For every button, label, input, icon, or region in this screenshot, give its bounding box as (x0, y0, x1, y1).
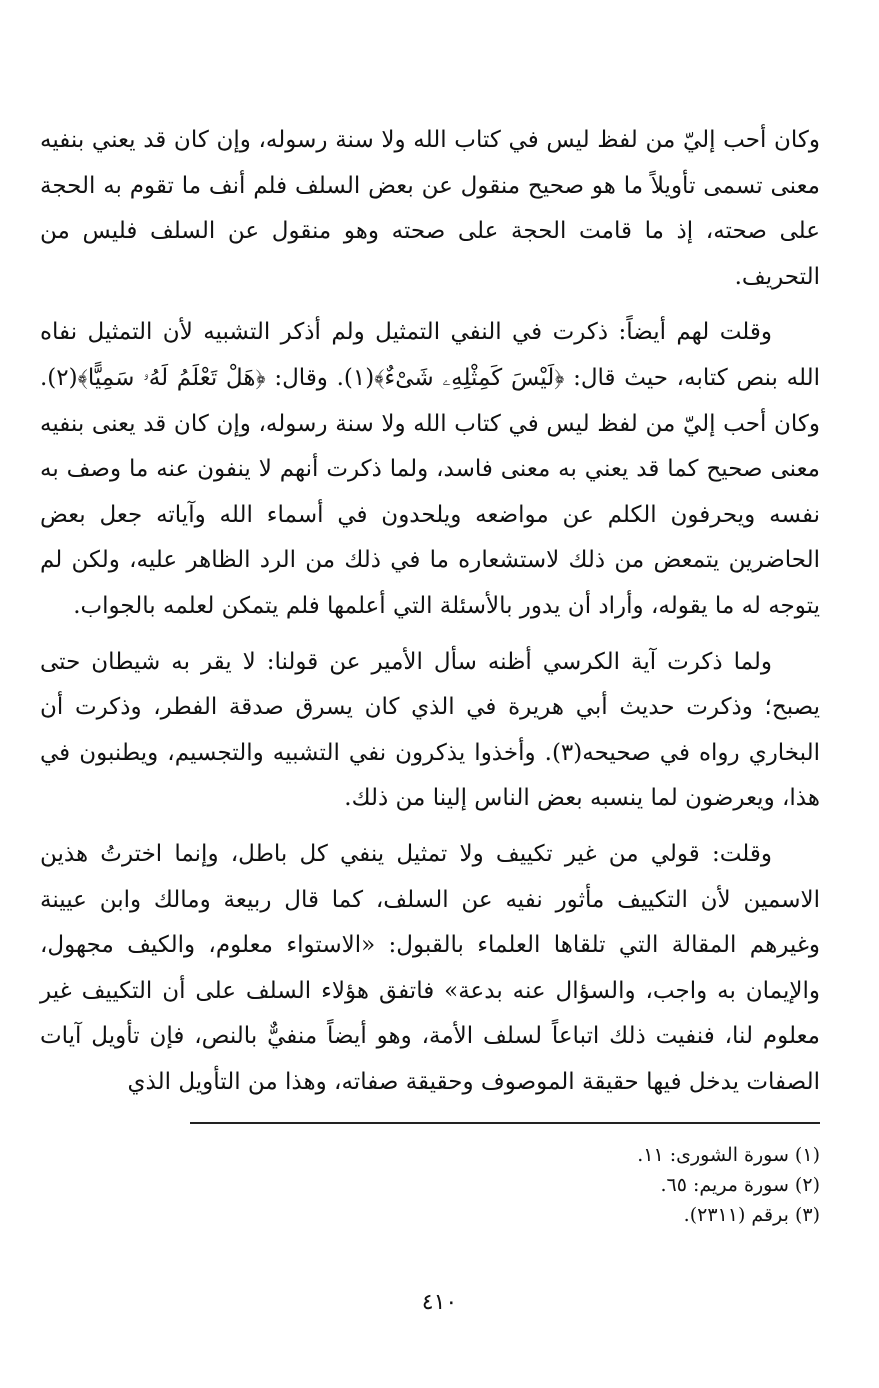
paragraph-3: ولما ذكرت آية الكرسي أظنه سأل الأمير عن قولنا: لا يقر به شيطان حتى يصبح؛ وذكرت حديث أبي هريرة في الذي كان يسرق صدقة الفطر، وذكرت أن البخاري رواه في صحيحه(٣). وأخذوا يذكرون نفي التشبيه والتجسيم، ويطنبون في هذا، ويعرضون لما ينسبه بعض الناس إلينا من ذلك. (40, 648, 820, 812)
paragraph-4: وقلت: قولي من غير تكييف ولا تمثيل ينفي كل باطل، وإنما اخترتُ هذين الاسمين لأن التكييف مأثور نفيه عن السلف، كما قال ربيعة ومالك وابن عيينة وغيرهم المقالة التي تلقاها العلماء بالقبول: «الاستواء معلوم، والكيف مجهول، والإيمان به واجب، والسؤال عنه بدعة» فاتفق هؤلاء السلف على أن التكييف غير معلوم لنا، فنفيت ذلك اتباعاً لسلف الأمة، وهو أيضاً منفيٌّ بالنص، فإن تأويل آيات الصفات يدخل فيها حقيقة الموصوف وحقيقة صفاته، وهذا من التأويل الذي (40, 840, 820, 1095)
footnote-1: (١) سورة الشورى: ١١. (637, 1144, 820, 1166)
paragraph-2: وقلت لهم أيضاً: ذكرت في النفي التمثيل ولم أذكر التشبيه لأن التمثيل نفاه الله بنص كتابه، حيث قال: ﴿لَيْسَ كَمِثْلِهِۦ شَىْءٌ﴾(١). وقال: ﴿هَلْ تَعْلَمُ لَهُۥ سَمِيًّا﴾(٢). وكان أحب إليّ من لفظ ليس في كتاب الله ولا سنة رسوله، وإن كان قد يعنى بنفيه معنى صحيح كما قد يعني به معنى فاسد، ولما ذكرت أنهم لا ينفون عنه ما وصف به نفسه ويحرفون الكلم عن مواضعه ويلحدون في أسماء الله وآياته جعل بعض الحاضرين يتمعض من ذلك لاستشعاره ما في ذلك من الرد الظاهر عليه، ولكن لم يتوجه له ما يقوله، وأراد أن يدور بالأسئلة التي أعلمها فلم يتمكن لعلمه بالجواب. (40, 319, 820, 619)
footnote-2: (٢) سورة مريم: ٦٥. (660, 1174, 820, 1196)
footnote-divider (190, 1122, 820, 1124)
paragraph-1: وكان أحب إليّ من لفظ ليس في كتاب الله ولا سنة رسوله، وإن كان قد يعني بنفيه معنى تسمى تأويلاً ما هو صحيح منقول عن بعض السلف فلم أنف ما تقوم به الحجة على صحته، إذ ما قامت الحجة على صحته وهو منقول عن السلف فليس من التحريف. (40, 127, 820, 290)
footnotes (220, 1140, 820, 1230)
footnote-3: (٣) برقم (٢٣١١). (683, 1204, 820, 1226)
main-text (40, 118, 820, 1115)
page-number: ٤١٠ (421, 1290, 458, 1315)
